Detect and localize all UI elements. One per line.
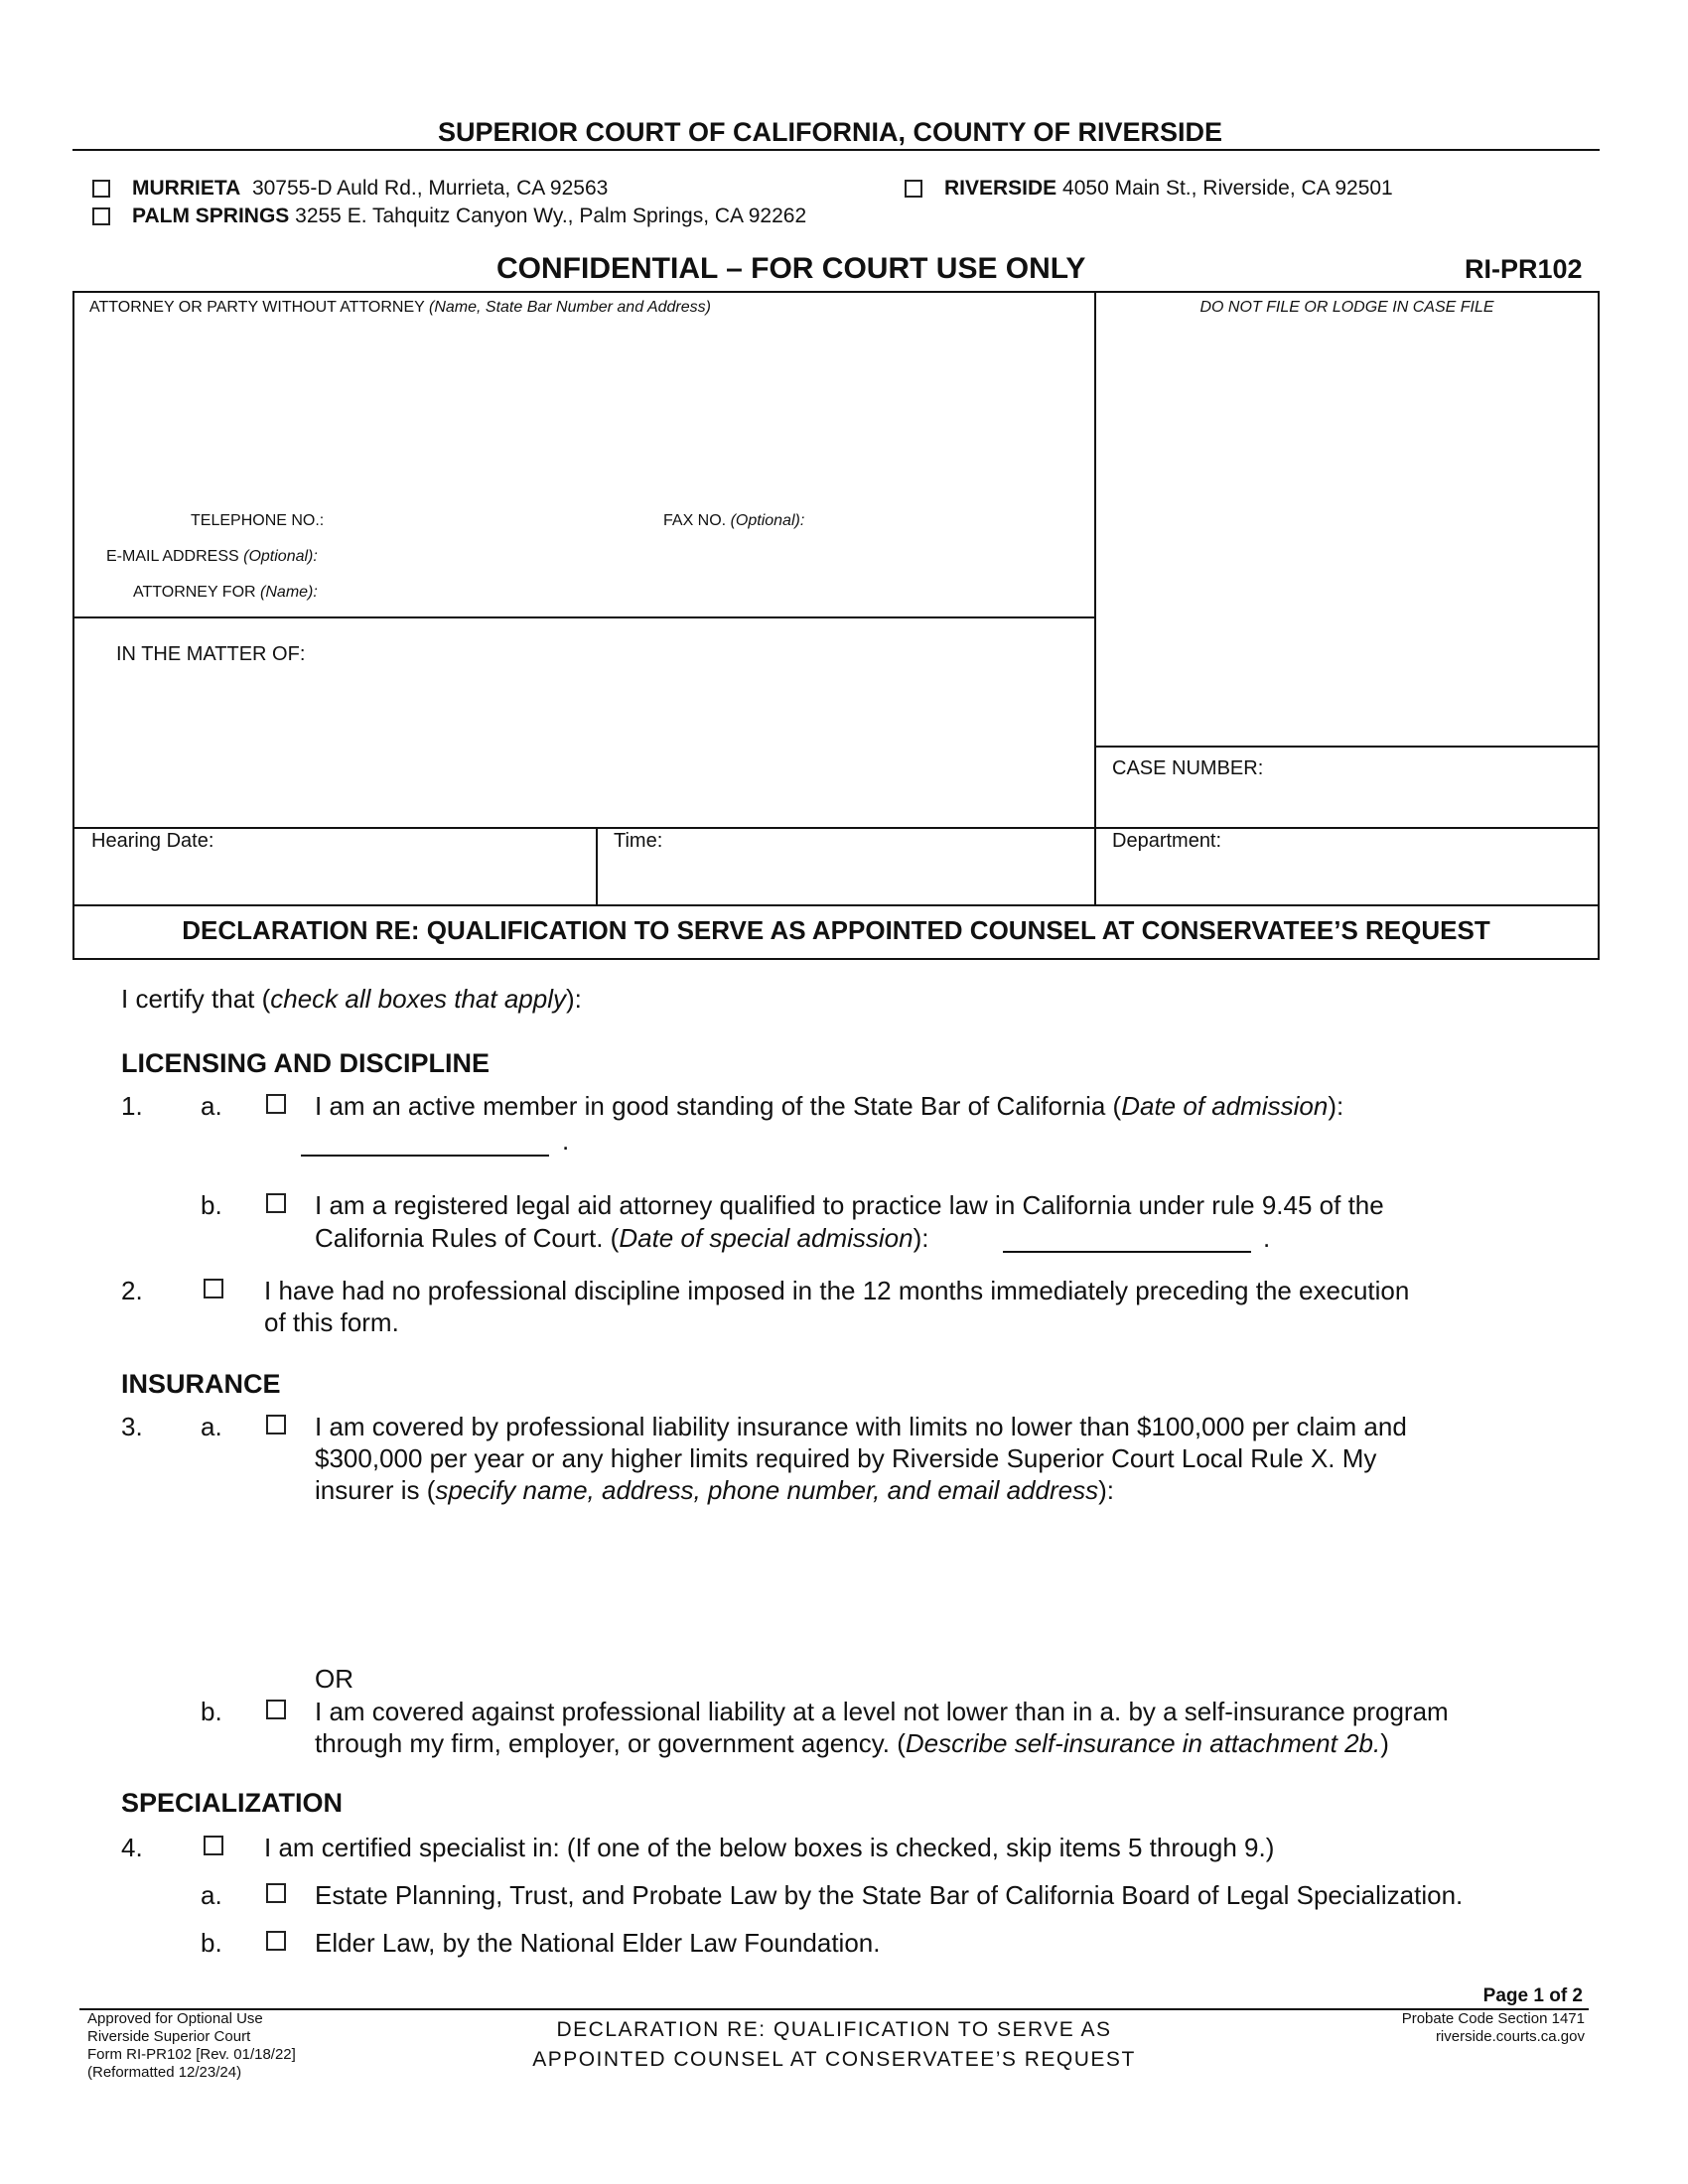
item-4b-letter: b. [201,1928,222,1958]
item-4a-text: Estate Planning, Trust, and Probate Law by the State Bar of California Board of Legal Specialization. [315,1880,1464,1910]
location-murrieta [92,177,608,201]
murrieta-address: 30755-D Auld Rd., Murrieta, CA 92563 [251,177,609,200]
item-3a-line1: I am covered by professional liability insurance with limits no lower than $100,000 per claim and [315,1412,1407,1441]
item-1b-italic: Date of special admission [619,1223,914,1253]
certify-suffix: ): [566,984,582,1014]
item-2-line2: of this form. [264,1307,399,1337]
attorney-label [89,299,711,317]
email-label [106,548,318,566]
riverside-checkbox[interactable] [905,180,922,198]
item-1a-text-main: I am an active member in good standing of the State Bar of California ( [315,1091,1122,1121]
item-1a-letter: a. [201,1091,222,1121]
case-number-label: CASE NUMBER: [1112,757,1264,779]
riverside-address: 4050 Main St., Riverside, CA 92501 [1062,177,1393,200]
caption-box [72,291,1600,960]
attorney-section-divider [72,616,1096,618]
hearing-row-divider [72,827,1600,829]
item-1a-period: . [562,1126,570,1156]
item-1b-line2-prefix: California Rules of Court. ( [315,1223,620,1253]
caption-vertical-divider [1094,291,1096,906]
location-riverside [905,177,1393,201]
department-label: Department: [1112,830,1222,852]
riverside-name: RIVERSIDE [944,177,1057,200]
telephone-label: TELEPHONE NO.: [191,512,325,529]
in-the-matter-label: IN THE MATTER OF: [116,643,306,665]
item-4a-checkbox[interactable] [266,1883,286,1903]
specialization-heading: SPECIALIZATION [121,1788,344,1818]
item-4b-text: Elder Law, by the National Elder Law Foundation. [315,1928,881,1958]
attorney-label-text: ATTORNEY OR PARTY WITHOUT ATTORNEY [89,299,425,316]
item-3-number: 3. [121,1412,143,1441]
or-label: OR [315,1664,353,1694]
item-3a-line3 [315,1474,1114,1506]
item-1a-italic: Date of admission [1121,1091,1329,1121]
palm-springs-name: PALM SPRINGS [132,205,290,227]
footer-center [437,2015,1231,2075]
murrieta-checkbox[interactable] [92,180,110,198]
fax-label [663,512,804,530]
item-1a-text [315,1090,1343,1122]
item-4b-checkbox[interactable] [266,1931,286,1951]
insurance-heading: INSURANCE [121,1369,281,1399]
item-1b-line2 [315,1222,929,1254]
palm-springs-address: 3255 E. Tahquitz Canyon Wy., Palm Springs, CA 92262 [295,205,807,227]
item-1a-end: ): [1328,1091,1344,1121]
footer-right-line2: riverside.courts.ca.gov [1435,2028,1585,2045]
footer-center-line2: APPOINTED COUNSEL AT CONSERVATEE’S REQUEST [532,2048,1136,2071]
form-title: DECLARATION RE: QUALIFICATION TO SERVE AS APPOINTED COUNSEL AT CONSERVATEE’S REQUEST [182,915,1490,945]
location-palm-springs [92,205,806,228]
header-divider [72,149,1600,151]
item-3a-italic: specify name, address, phone number, and email address [435,1475,1099,1505]
certify-statement [121,983,582,1015]
item-3a-letter: a. [201,1412,222,1441]
form-number: RI-PR102 [1465,254,1583,284]
item-1b-letter: b. [201,1190,222,1220]
licensing-heading: LICENSING AND DISCIPLINE [121,1048,491,1078]
footer-right [1291,2010,1585,2046]
item-1b-line1: I am a registered legal aid attorney qualified to practice law in California under rule 9.45 of the [315,1190,1384,1220]
admission-date-line[interactable] [301,1155,549,1157]
item-3b-line2-prefix: through my firm, employer, or government agency. ( [315,1728,906,1758]
item-4-number: 4. [121,1833,143,1862]
attorney-for-text: ATTORNEY FOR [133,584,256,601]
footer-center-line1: DECLARATION RE: QUALIFICATION TO SERVE AS [556,2018,1112,2041]
footer-left-line4: (Reformatted 12/23/24) [87,2064,242,2081]
item-3a-end: ): [1098,1475,1114,1505]
item-4-checkbox[interactable] [204,1836,223,1855]
certify-prefix: I certify that ( [121,984,271,1014]
fax-label-text: FAX NO. [663,512,727,529]
email-label-note: (Optional): [243,548,318,565]
do-not-file-label: DO NOT FILE OR LODGE IN CASE FILE [1199,299,1494,316]
footer-right-line1: Probate Code Section 1471 [1401,2010,1585,2027]
item-3b-end: ) [1380,1728,1389,1758]
fax-label-note: (Optional): [730,512,805,529]
item-4a-letter: a. [201,1880,222,1910]
item-4-text: I am certified specialist in: (If one of the below boxes is checked, skip items 5 through 9.) [264,1833,1275,1862]
special-admission-date-line[interactable] [1003,1251,1251,1253]
attorney-for-note: (Name): [260,584,318,601]
email-label-text: E-MAIL ADDRESS [106,548,239,565]
item-1a-checkbox[interactable] [266,1094,286,1114]
time-label: Time: [614,830,663,852]
page-number: Page 1 of 2 [1482,1985,1583,2006]
item-3b-line1: I am covered against professional liability at a level not lower than in a. by a self-insurance program [315,1697,1449,1726]
attorney-for-label [133,584,318,602]
item-1b-checkbox[interactable] [266,1193,286,1213]
footer-left-line3: Form RI-PR102 [Rev. 01/18/22] [87,2046,296,2063]
item-2-number: 2. [121,1276,143,1305]
item-3a-line2: $300,000 per year or any higher limits required by Riverside Superior Court Local Rule X. My [315,1443,1377,1473]
certify-italic: check all boxes that apply [270,984,566,1014]
item-3b-italic: Describe self-insurance in attachment 2b. [905,1728,1381,1758]
attorney-label-note: (Name, State Bar Number and Address) [429,299,711,316]
palm-springs-checkbox[interactable] [92,207,110,225]
item-3b-line2 [315,1727,1389,1759]
item-1b-period: . [1263,1223,1271,1253]
footer-left-line2: Riverside Superior Court [87,2028,251,2045]
item-3a-line3-prefix: insurer is ( [315,1475,436,1505]
item-3b-checkbox[interactable] [266,1700,286,1719]
confidential-label: CONFIDENTIAL – FOR COURT USE ONLY [496,252,1086,285]
item-2-checkbox[interactable] [204,1279,223,1298]
item-1b-end: ): [913,1223,929,1253]
footer-left [87,2010,296,2082]
title-bar-divider [72,904,1600,906]
item-3a-checkbox[interactable] [266,1415,286,1434]
footer-left-line1: Approved for Optional Use [87,2010,263,2027]
item-2-line1: I have had no professional discipline imposed in the 12 months immediately preceding the execution [264,1276,1410,1305]
hearing-time-divider [596,827,598,906]
hearing-date-label: Hearing Date: [91,830,214,852]
case-number-divider [1094,746,1600,748]
item-3b-letter: b. [201,1697,222,1726]
item-1-number: 1. [121,1091,143,1121]
murrieta-name: MURRIETA [132,177,241,200]
court-title: SUPERIOR COURT OF CALIFORNIA, COUNTY OF RIVERSIDE [437,117,1223,147]
